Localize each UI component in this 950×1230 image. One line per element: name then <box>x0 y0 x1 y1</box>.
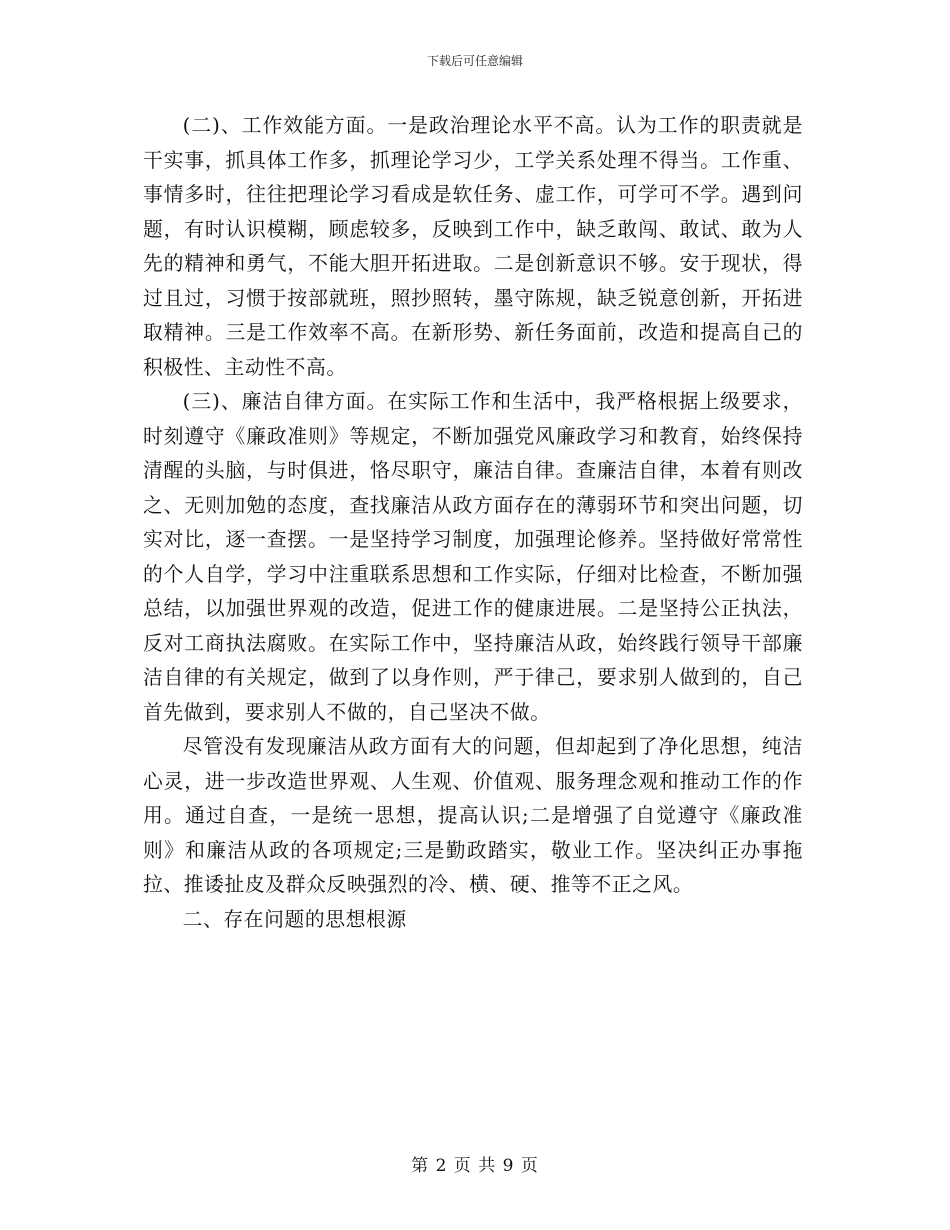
paragraph-work-efficiency: (二)、工作效能方面。一是政治理论水平不高。认为工作的职责就是干实事，抓具体工作多，抓理论学习少，工学关系处理不得当。工作重、事情多时，往往把理论学习看成是软任务、虚工作，可学可不学。遇到问题，有时认识模糊，顾虑较多，反映到工作中，缺乏敢闯、敢试、敢为人先的精神和勇气，不能大胆开拓进取。二是创新意识不够。安于现状，得过且过，习惯于按部就班，照抄照转，墨守陈规，缺乏锐意创新，开拓进取精神。三是工作效率不高。在新形势、新任务面前，改造和提高自己的积极性、主动性不高。 <box>143 114 803 379</box>
document-body <box>143 109 803 937</box>
page-header: 下载后可任意编辑 <box>426 54 523 68</box>
paragraph-self-check-summary: 尽管没有发现廉洁从政方面有大的问题，但却起到了净化思想，纯洁心灵，进一步改造世界观、人生观、价值观、服务理念观和推动工作的作用。通过自查，一是统一思想，提高认识;二是增强了自觉遵守《廉政准则》和廉洁从政的各项规定;三是勤政踏实，敬业工作。坚决纠正办事拖拉、推诿扯皮及群众反映强烈的冷、横、硬、推等不正之风。 <box>143 735 803 896</box>
paragraph-integrity-self-discipline: (三)、廉洁自律方面。在实际工作和生活中，我严格根据上级要求，时刻遵守《廉政准则》等规定，不断加强党风廉政学习和教育，始终保持清醒的头脑，与时俱进，恪尽职守，廉洁自律。查廉洁自律，本着有则改之、无则加勉的态度，查找廉洁从政方面存在的薄弱环节和突出问题，切实对比，逐一查摆。一是坚持学习制度，加强理论修养。坚持做好常常性的个人自学，学习中注重联系思想和工作实际，仔细对比检查，不断加强总结，以加强世界观的改造，促进工作的健康进展。二是坚持公正执法，反对工商执法腐败。在实际工作中，坚持廉洁从政，始终践行领导干部廉洁自律的有关规定，做到了以身作则，严于律己，要求别人做到的，自己首先做到，要求别人不做的，自己坚决不做。 <box>143 390 803 724</box>
section-heading-root-causes: 二、存在问题的思想根源 <box>182 907 407 931</box>
page-number: 第 2 页 共 9 页 <box>411 1156 539 1176</box>
